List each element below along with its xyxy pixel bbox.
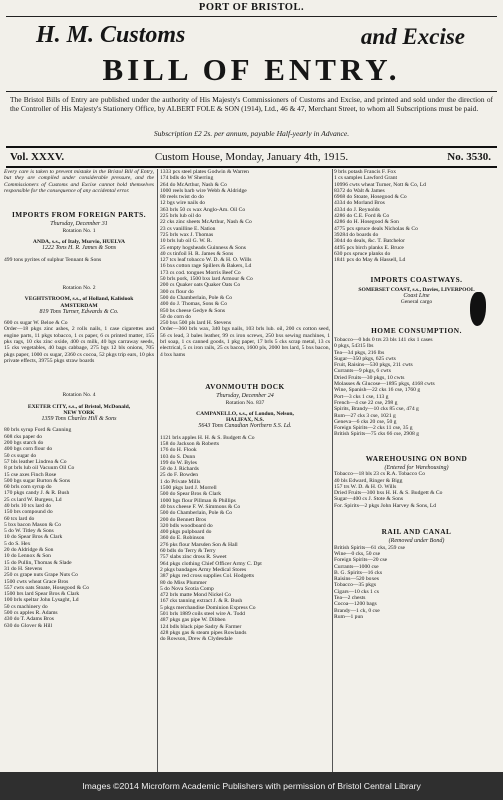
order-paragraph: Order—18 pkgs zinc ashes, 2 rolls nails, 1 case cigarettes and engine parts, 11 pkgs tobacco, 1 cs paper, 6 cs printed matter, 155 pks rags, 10 cks zinc oxide, 400 cs milk, 40 bgs carraway seeds, 15 cks vegetables, 40 bags cabbage, 275 bgs 12 bls onions, 705 pkgs paper, 1000 cs sugar, 2360 cs cocoa, 52 pkgs trip ears, 10 pks private effects, 39755 pkgs straw boards — [4, 326, 154, 364]
notice-paragraph: Every care is taken to prevent mistake in the Bristol Bill of Entry, but they are compiled under considerable pressure, and the Commissioners of Customs and Excise cannot hold themselves responsible for the consequence of any accidental error. — [4, 169, 154, 194]
list-item: 472 brls matte Mond Nickel Co — [160, 592, 232, 599]
list-item: 50 do corn do — [160, 313, 191, 320]
issue-number: No. 3530. — [447, 151, 491, 163]
cargo-list — [160, 169, 330, 326]
list-item: Spirits, Brandy—10 cks 85 cse, 474 g — [334, 406, 419, 413]
list-item: 173 cs cod. tongues Morris Beef Co — [160, 269, 241, 276]
list-item: Rum—1 pun — [334, 613, 364, 620]
list-item: 3044 do deals, &c. T. Batchelor — [334, 238, 405, 245]
list-item: Tea—34 pkgs, 216 lbs — [334, 349, 385, 356]
cargo-line: 499 tons pyrites of sulphur Tennant & Sons — [4, 256, 102, 263]
list-item: 10 do Lennox & Son — [4, 553, 51, 560]
list-item: 10 do Spear Bros & Clark — [4, 534, 63, 541]
list-item: 60 brls corn syrup do — [4, 484, 52, 491]
list-item: Tobacco—35 pkgs — [334, 582, 377, 589]
list-item: 500 do Chamberlain, Pole & Co — [160, 294, 233, 301]
list-item: 1000 bgs flour Pillman & Phillips — [160, 497, 236, 504]
cargo-list — [334, 169, 499, 263]
coast-line-label: Coast Line — [403, 293, 430, 300]
ship-tonnage: 1222 Tons H. R. James & Sons — [41, 245, 117, 252]
list-item: 25 empty hogsheads Guinness & Sons — [160, 244, 246, 251]
list-item: 50 brls pork, 1500 bxs lard Armour & Co — [160, 276, 253, 283]
list-item: 964 pkgs clothing Chief Officer Army C. Dpt — [160, 560, 262, 567]
list-item: Tea—2 chests — [334, 595, 366, 602]
list-item: 2 pkgs bandages Army Medical Stores — [160, 566, 247, 573]
list-item: 400 do J. Thomas, Sons & Co — [160, 301, 228, 308]
list-item: For. Spirits—2 pkgs John Harvey & Sons, Ld — [334, 502, 437, 509]
list-item: 630 pcs spruce planks do — [334, 250, 391, 257]
list-item: 5 pkgs merchandise Dominion Express Co — [160, 604, 256, 611]
rail-list — [334, 545, 499, 621]
list-item: 757 slabs zinc dross R. Sweet — [160, 554, 227, 561]
ship-name: EXETER CITY, s.s., of Bristol, McDonald, — [27, 403, 131, 410]
rule — [6, 16, 497, 17]
intro-paragraph: The Bristol Bills of Entry are published under the authority of His Majesty's Commissioners of Customs and Excise, and printed and sold under the direction of the Controller of His Majesty's Stationery Office, by ALBERT FOLE & SON (1914), Ltd., 46 & 47, Merchant Street, to whom all Subscriptions must be paid. — [10, 95, 493, 114]
list-item: 12 bgs wire nails do — [160, 200, 206, 207]
cargo-list — [160, 435, 330, 643]
warehousing-subtitle: (Entered for Warehousing) — [384, 464, 449, 471]
list-item: 157 trs W. D. & H. O. Wills — [334, 483, 397, 490]
list-item: 1500 brs lard Spear Bros & Clark — [4, 591, 80, 598]
ship-port: NEW YORK — [63, 409, 95, 416]
excise-title: and Excise — [360, 24, 465, 49]
list-item: 170 pkgs candy J. & R. Bush — [4, 490, 70, 497]
rotation-label: Rotation No. 1 — [62, 227, 96, 234]
list-item: 199 do W. Byles — [160, 459, 197, 466]
ship-port: AMSTERDAM — [60, 302, 98, 309]
list-item: 400 bgs corn flour do — [4, 446, 53, 453]
list-item: 25 do F. Bowden — [160, 472, 199, 479]
list-item: Foreign Spirits—20 cse — [334, 557, 388, 564]
list-item: 250 bxs 500 pls lard H. Stevens — [160, 320, 232, 327]
rule — [6, 166, 497, 168]
list-item: British Spirits—61 cks, 259 cse — [334, 544, 406, 551]
list-item: 10996 cwts wheat Turner, Nott & Co, Ld — [334, 181, 426, 188]
ship-name: SOMERSET COAST, s.s., Davies, LIVERPOOL — [358, 286, 475, 293]
list-item: 167 cks tanning extract J. & R. Bush — [160, 598, 243, 605]
rotation-label: Rotation No. 4 — [62, 392, 96, 399]
list-item: 9 brls potash Francis F. Fox — [334, 169, 397, 175]
cargo-line: 600 cs sugar W. Beloe & Co — [4, 320, 68, 327]
cargo-list — [4, 427, 154, 629]
coast-cargo: General cargo — [400, 299, 433, 306]
list-item: 40 brls 10 tcs lard do — [4, 502, 52, 509]
ship-tonnage: 1359 Tons Charles Hill & Sons — [41, 416, 117, 423]
list-item: Currants—1000 cse — [334, 563, 379, 570]
list-item: do Rowson, Drew & Clydesdale — [160, 636, 233, 643]
list-item: 200 cs Quaker oats Quaker Oats Co — [160, 282, 241, 289]
list-item: 300 cs flour do — [160, 288, 194, 295]
list-item: 850 bs cheese Gedye & Sons — [160, 307, 226, 314]
masthead-title — [0, 20, 503, 52]
list-item: Tobacco—0 hds 0 trs 23 bls 141 cks 1 cases — [334, 336, 433, 343]
column-divider — [157, 169, 158, 772]
list-item: Dried Fruits—30 pkgs, 10 cwts — [334, 374, 405, 381]
list-item: Sugar—400 cs J. Stote & Sons — [334, 496, 403, 503]
list-item: 40 bxs cheese F. W. Simmons & Co — [160, 503, 241, 510]
list-item: 150 brs compound do — [4, 509, 53, 516]
rail-canal-subtitle: (Removed under Bond) — [388, 538, 445, 545]
list-item: 5 do W. Titley & Sons — [4, 528, 54, 535]
list-item: 225 brls lub oil do — [160, 213, 202, 220]
list-item: 16 bxs cotton rage Spillers & Bakers, Ld — [160, 263, 252, 270]
list-item: 1841 pcs do May & Hassell, Ld — [334, 257, 406, 264]
list-item: Geneva—6 cks 20 cse, 50 g — [334, 418, 397, 425]
list-item: Dried Fruits—300 bxs H. H. & S. Budgett & Co — [334, 490, 443, 497]
imports-heading: IMPORTS FROM FOREIGN PARTS. — [11, 210, 147, 220]
list-item: 1121 brls apples H. H. & S. Budgett & Co — [160, 434, 255, 441]
list-item: 4775 pcs spruce deals Nicholas & Co — [334, 225, 418, 232]
list-item: British Spirits—75 cks 66 cse, 2908 g — [334, 431, 419, 438]
list-item: 1 do Private Mills — [160, 478, 201, 485]
list-item: 8 pt brls lub oil Vacuum Oil Co — [4, 465, 75, 472]
list-item: 1333 pcs steel plates Godwin & Warren — [160, 169, 249, 175]
warehousing-list — [334, 471, 499, 509]
list-item: 0 pkgs, 54315 lbs — [334, 343, 374, 350]
list-item: 400 pkgs pulpboard do — [160, 529, 212, 536]
customs-title: H. M. Customs — [36, 22, 186, 48]
list-item: 360 do E. Robinson — [160, 535, 205, 542]
volume-number: Vol. XXXV. — [10, 151, 65, 163]
rotation-label: Rotation No. 2 — [62, 284, 96, 291]
ship-tonnage: 819 Tons Turner, Edwards & Co. — [39, 308, 119, 315]
list-item: 500 do Chamberlain, Pole & Co — [160, 510, 233, 517]
ship-name: ANDA, s.s., of Italy, Murvio, HUELVA — [32, 239, 126, 246]
list-item: 387 pkgs red cross supplies Col. Hodgetts — [160, 573, 255, 580]
list-item: 1 cs samples Lawford Grant — [334, 175, 398, 182]
list-item: 320 bdls woodboard do — [160, 522, 213, 529]
column-3 — [334, 169, 499, 772]
list-item: 557 cwts oats Stoate, Hosegood & Co — [4, 584, 89, 591]
list-item: 22 cks zinc sheets McArthur, Nash & Co — [160, 219, 252, 226]
list-item: Port—3 cks 1 cse, 113 g — [334, 393, 389, 400]
list-item: Cocoa—1200 bags — [334, 601, 377, 608]
list-item: Wine—0 cks, 50 cse — [334, 550, 381, 557]
list-item: 250 cs grape nuts Grape Nuts Co — [4, 572, 78, 579]
column-2 — [160, 169, 330, 772]
list-item: 276 pks flour Marsden Son & Hall — [160, 541, 238, 548]
coastways-heading: IMPORTS COASTWAYS. — [370, 275, 463, 285]
list-item: 57 bls leather Lindrea & Co — [4, 458, 67, 465]
imports-date: Thursday, December 31 — [50, 221, 108, 228]
list-item: 80 brls syrup Ford & Canning — [4, 427, 72, 434]
list-item: 5 do Nova Scotia Comp — [160, 585, 214, 592]
list-item: 1500 cwts wheat Grace Bros — [4, 578, 69, 585]
list-item: Fruit, Raisins—530 pkgs, 211 cwts — [334, 362, 413, 369]
list-item: 50 cs sugar do — [4, 452, 37, 459]
list-item: 487 pkgs gas pipe W. Dibben — [160, 617, 226, 624]
list-item: 60 tcs lard do — [4, 515, 35, 522]
list-item: 40 bls Edward, Ringer & Bigg — [334, 477, 403, 484]
list-item: 6968 do Stoate, Hosegood & Co — [334, 194, 407, 201]
list-item: 4286 do C.E. Ford & Co — [334, 213, 390, 220]
list-item: 5 bxs bacon Mason & Co — [4, 521, 62, 528]
list-item: 8372 do Walt & James — [334, 187, 385, 194]
ship-name: CAMPANELLO, s.s., of London, Nelson, — [196, 410, 294, 417]
list-item: 124 bdls black pipe Sadry & Farmer — [160, 623, 242, 630]
list-item: B. G. Spirits—16 cks — [334, 569, 383, 576]
list-item: 4495 pcs birch planks E. Bruce — [334, 244, 404, 251]
list-item: Foreign Spirits—2 cks 11 cse, 35 g — [334, 425, 413, 432]
list-item: 60 bdls do Terry & Terry — [160, 548, 216, 555]
warehousing-heading: WAREHOUSING ON BOND — [365, 453, 468, 463]
list-item: 127 tcs leaf tobacco W. D. & H. O. Wills — [160, 257, 252, 264]
list-item: 50 cs machinery do — [4, 603, 48, 610]
list-item: 200 do Bennett Bros — [160, 516, 207, 523]
list-item: 1000 reels barb wire Webb & Aldridge — [160, 187, 247, 194]
list-item: 100 brls speltar John Lysaght, Ld — [4, 597, 79, 604]
list-item: 25 cs lard W. Burgess, Ld — [4, 496, 62, 503]
list-item: Cigars—10 cks 1 cs — [334, 588, 379, 595]
list-item: 20 do Aldridge & Son — [4, 547, 54, 554]
list-item: 200 bgs starch do — [4, 440, 44, 447]
list-item: 4334 do J. Reynolds — [334, 206, 380, 213]
list-item: 363 brls 50 cs wax Anglo-Am. Oil Co — [160, 206, 246, 213]
dock-heading: AVONMOUTH DOCK — [205, 381, 285, 391]
list-item: 500 do Spear Bros & Clark — [160, 491, 222, 498]
list-item: Wine, Spanish—22 cks 16 cse, 1760 g — [334, 387, 421, 394]
list-item: 608 cks paper do — [4, 433, 43, 440]
rule — [6, 146, 497, 148]
list-item: Currants—9 pkgs, 6 cwts — [334, 368, 391, 375]
list-item: 80 reels twist do do — [160, 194, 204, 201]
list-item: Tobacco—18 bls 23 cs R.A. Tobacco Co — [334, 471, 426, 478]
port-heading: PORT OF BRISTOL. — [198, 2, 305, 13]
list-item: 80 do Miss Plummer — [160, 579, 207, 586]
list-item: 1500 pkgs lard J. Morrell — [160, 485, 217, 492]
column-1 — [4, 169, 154, 772]
list-item: 501 brls 1889 coils steel wire A. Todd — [160, 611, 245, 617]
list-item: 428 pkgs gas & steam pipes Rowlands — [160, 629, 247, 636]
list-item: 50 do J. Richards — [160, 466, 199, 473]
list-item: Rum—27 cks 3 cse, 1021 g — [334, 412, 396, 419]
list-item: 174 bdls do W Sherring — [160, 175, 214, 182]
list-item: 103 do S. Dunn — [160, 453, 196, 460]
list-item: 15 cse axes Finch Rose — [4, 471, 57, 478]
list-item: 264 do McArthur, Nash & Co — [160, 181, 227, 188]
list-item: 39284 do boards do — [334, 231, 379, 238]
home-consumption-heading: HOME CONSUMPTION. — [371, 325, 462, 335]
order-paragraph: Order—360 brls wax, 340 bgs nails, 103 brls lub. oil, 200 cs cotton seed, 56 cs lead, 3 bales leather, 99 cs iron screws, 250 bxs sewing machines, 1 brl soap, 1 cs canned goods, 1 pkg paper, 17 brls 5 cks scrap metal, 13 cs electrical, 5 cs iron rails, 25 cs bacon, 1600 pls, 2000 brs lard, 5 bxs bacon, 4 bxs hams — [160, 326, 330, 358]
list-item: 10 brls lub oil G. W. R. — [160, 238, 213, 245]
list-item: 31 do H. Stevens — [4, 565, 43, 572]
list-item: Raisins—520 boxes — [334, 576, 379, 583]
list-item: 500 cs apples R. Adams — [4, 610, 58, 617]
list-item: 630 do Glover & Hill — [4, 622, 53, 629]
rail-canal-heading: RAIL AND CANAL — [381, 527, 452, 537]
list-item: Sugar—350 pkgs, 625 cwts — [334, 355, 396, 362]
dock-date: Thursday, December 24 — [216, 393, 274, 400]
list-item: 725 brls wax J. Thomas — [160, 231, 214, 238]
list-item: 4286 do H. Hosegood & Son — [334, 219, 399, 226]
list-item: 430 do T. Adams Bros — [4, 616, 54, 623]
list-item: 23 cs vanilline E. Nation — [160, 225, 216, 232]
list-item: 158 do Jackson & Roberts — [160, 440, 220, 447]
bill-of-entry-title: BILL OF ENTRY. — [102, 52, 401, 87]
rule — [6, 91, 497, 92]
column-divider — [332, 169, 333, 772]
volume-row — [6, 151, 497, 165]
list-item: 5 do S. Hex — [4, 540, 31, 547]
home-list — [334, 337, 499, 438]
list-item: 4334 do Morland Bros — [334, 200, 385, 207]
list-item: 176 do H. Flook — [160, 447, 197, 454]
list-item: 500 bgs sugar Burton & Sons — [4, 477, 71, 484]
list-item: Molasses & Glucose—1895 pkgs, 4168 cwts — [334, 381, 435, 388]
subscription-note: Subscription £2 2s. per annum, payable Half-yearly in Advance. — [153, 129, 350, 138]
ship-port: HALIFAX, N.S. — [225, 417, 265, 424]
list-item: 15 do Pullin, Thomas & Slade — [4, 559, 72, 566]
image-credit-footer: Images ©2014 Microform Academic Publishers with permission of Bristol Central Library — [0, 772, 503, 800]
rotation-label: Rotation No. 837 — [225, 399, 265, 406]
dateline: Custom House, Monday, January 4th, 1915. — [154, 151, 349, 163]
ship-tonnage: 5643 Tons Canadian Northern S.S. Ld. — [198, 423, 292, 430]
ship-name: VEGHTSTROOM, s.s., of Holland, Kalislook — [24, 296, 134, 303]
list-item: French—4 cse 22 cse, 298 g — [334, 399, 398, 406]
list-item: 40 cs tinfoil H. R. James & Sons — [160, 250, 234, 257]
list-item: Brandy—1 ck, 0 cse — [334, 607, 380, 614]
